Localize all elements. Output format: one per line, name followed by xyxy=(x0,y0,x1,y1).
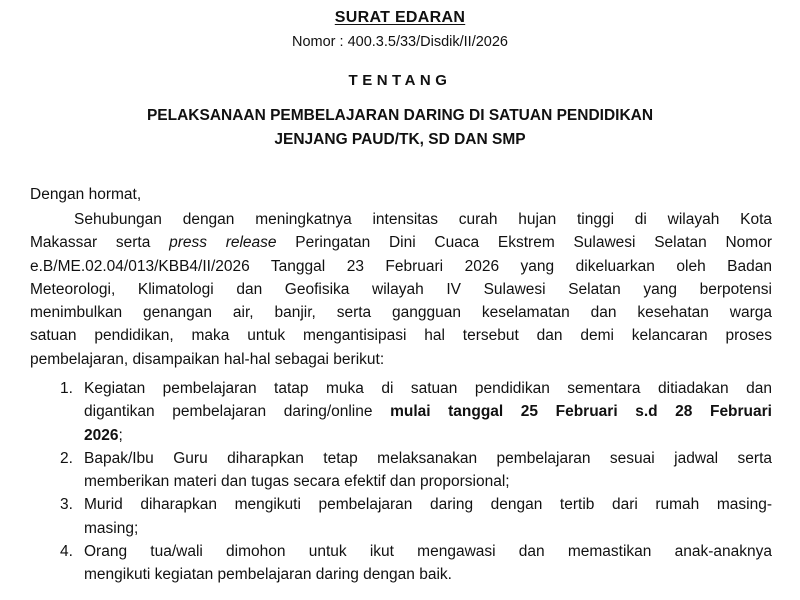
paragraph-line: satuan pendidikan, maka untuk mengantisipasi hal tersebut dan demi kelancaran proses xyxy=(30,327,772,345)
list-item-line: mengikuti kegiatan pembelajaran daring dengan baik. xyxy=(84,566,452,584)
list-item-line: Orang tua/wali dimohon untuk ikut mengawasi dan memastikan anak-anaknya xyxy=(84,543,772,561)
list-item-text: ; xyxy=(118,426,123,444)
list-item-number: 4. xyxy=(60,543,73,561)
document-title xyxy=(0,9,800,27)
paragraph-line: e.B/ME.02.04/013/KBB4/II/2026 Tanggal 23 Februari 2026 yang dikeluarkan oleh Badan xyxy=(30,257,772,275)
year-bold: 2026 xyxy=(84,426,119,444)
list-item-line xyxy=(84,400,772,423)
list-item-line: Murid diharapkan mengikuti pembelajaran daring dengan tertib dari rumah masing- xyxy=(84,496,772,514)
list-item xyxy=(30,447,772,494)
paragraph-text: Makassar serta xyxy=(30,234,170,252)
list-item-line xyxy=(84,424,772,447)
list-item-number: 2. xyxy=(60,449,73,467)
document-title-text: SURAT EDARAN xyxy=(334,9,466,26)
paragraph-line: pembelajaran, disampaikan hal-hal sebagai berikut: xyxy=(30,350,385,368)
list-item-line: Kegiatan pembelajaran tatap muka di satuan pendidikan sementara ditiadakan dan xyxy=(84,380,772,397)
press-release-italic: press release xyxy=(169,234,277,252)
list-item xyxy=(30,540,772,587)
list-item-text: digantikan pembelajaran daring/online xyxy=(84,403,391,421)
date-range-bold: mulai tanggal 25 Februari s.d 28 Februari xyxy=(390,403,772,421)
list-item-line: memberikan materi dan tugas secara efektif dan proporsional; xyxy=(84,473,510,491)
list-item xyxy=(30,493,772,540)
list-item-line: masing; xyxy=(84,519,139,537)
opening-paragraph xyxy=(30,208,772,371)
tentang-heading: TENTANG xyxy=(348,72,452,89)
subject-line-1: PELAKSANAAN PEMBELAJARAN DARING DI SATUAN PENDIDIKAN xyxy=(146,107,654,124)
list-item-number: 1. xyxy=(60,380,73,397)
paragraph-text: Peringatan Dini Cuaca Ekstrem Sulawesi Selatan Nomor xyxy=(276,234,772,252)
list-item-line: Bapak/Ibu Guru diharapkan tetap melaksanakan pembelajaran sesuai jadwal serta xyxy=(84,449,772,467)
list-item-number: 3. xyxy=(60,496,73,514)
greeting: Dengan hormat, xyxy=(30,186,142,203)
paragraph-line: menimbulkan genangan air, banjir, serta gangguan keselamatan dan kesehatan warga xyxy=(30,304,772,322)
paragraph-line: Sehubungan dengan meningkatnya intensitas curah hujan tinggi di wilayah Kota xyxy=(74,211,772,228)
subject-line-2: JENJANG PAUD/TK, SD DAN SMP xyxy=(274,131,526,148)
paragraph-line: Meteorologi, Klimatologi dan Geofisika wilayah IV Sulawesi Selatan yang berpotensi xyxy=(30,280,772,298)
paragraph-line xyxy=(30,231,772,254)
list-item xyxy=(30,377,772,447)
numbered-list xyxy=(30,377,772,587)
document-number: Nomor : 400.3.5/33/Disdik/II/2026 xyxy=(291,34,508,50)
document-subject xyxy=(0,104,800,152)
